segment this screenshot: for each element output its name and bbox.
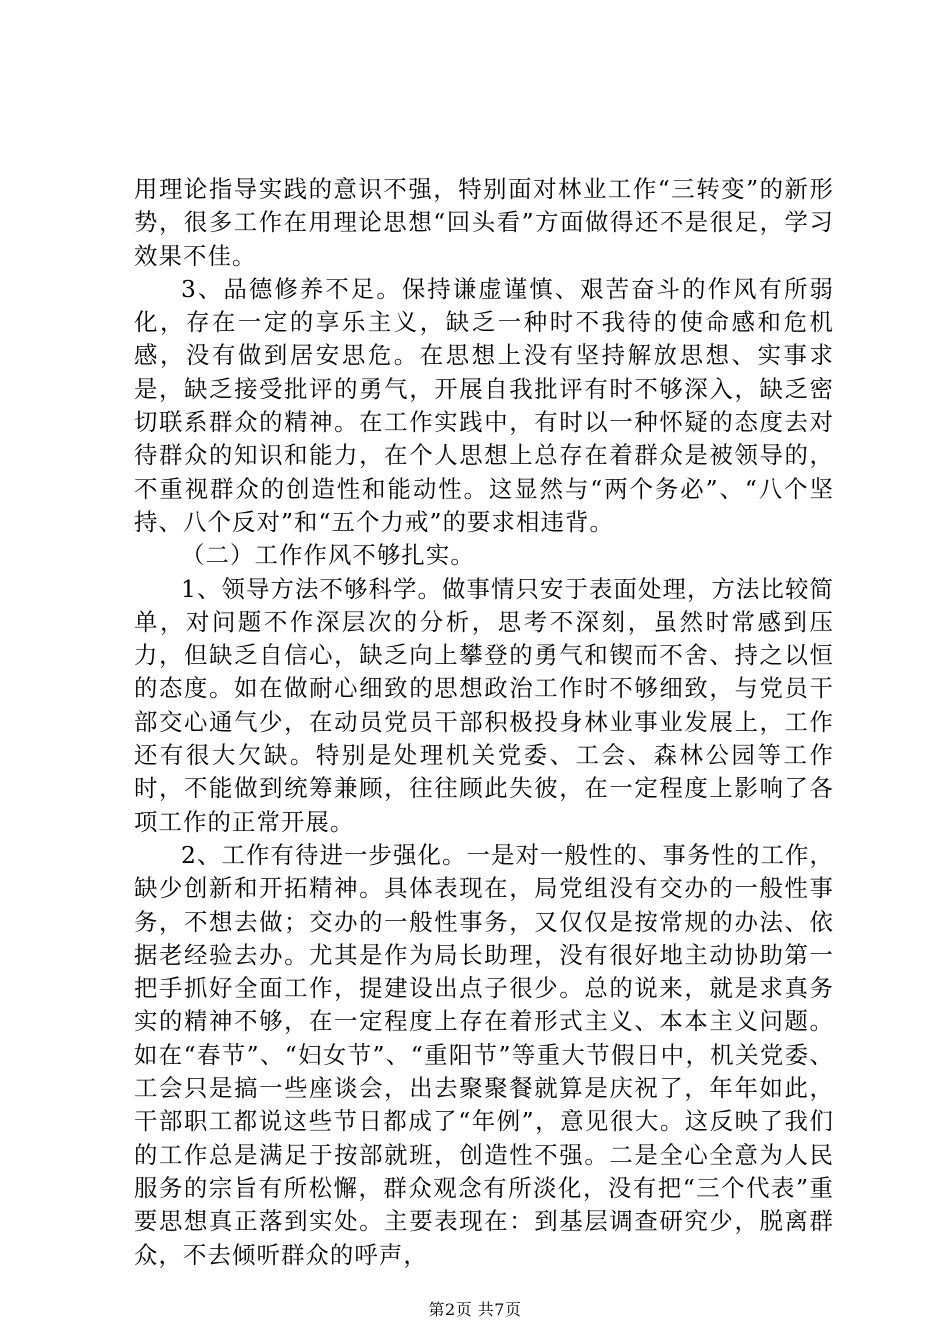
document-body	[134, 173, 834, 1272]
page-number-footer: 第2页 共7页	[428, 1300, 522, 1319]
paragraph-work-strengthening: 2、工作有待进一步强化。一是对一般性的、事务性的工作，缺少创新和开拓精神。具体表现在，局党组没有交办的一般性事务，不想去做；交办的一般性事务，又仅仅是按常规的办法、依据老经验去办。尤其是作为局长助理，没有很好地主动协助第一把手抓好全面工作，提建设出点子很少。总的说来，就是求真务实的精神不够，在一定程度上存在着形式主义、本本主义问题。如在“春节”、“妇女节”、“重阳节”等重大节假日中，机关党委、工会只是搞一些座谈会，出去聚聚餐就算是庆祝了，年年如此，干部职工都说这些节日都成了“年例”，意见很大。这反映了我们的工作总是满足于按部就班，创造性不强。二是全心全意为人民服务的宗旨有所松懈，群众观念有所淡化，没有把“三个代表”重要思想真正落到实处。主要表现在：到基层调查研究少，脱离群众，不去倾听群众的呼声，	[134, 840, 834, 1269]
paragraph-continuation: 用理论指导实践的意识不强，特别面对林业工作“三转变”的新形势，很多工作在用理论思想“回头看”方面做得还不是很足，学习效果不佳。	[134, 175, 834, 270]
paragraph-moral-cultivation: 3、品德修养不足。保持谦虚谨慎、艰苦奋斗的作风有所弱化，存在一定的享乐主义，缺乏一种时不我待的使命感和危机感，没有做到居安思危。在思想上没有坚持解放思想、实事求是，缺乏接受批评的勇气，开展自我批评有时不够深入，缺乏密切联系群众的精神。在工作实践中，有时以一种怀疑的态度去对待群众的知识和能力，在个人思想上总存在着群众是被领导的，不重视群众的创造性和能动性。这显然与“两个务必”、“八个坚持、八个反对”和“五个力戒”的要求相违背。	[134, 274, 834, 536]
section-heading-work-style: （二）工作作风不够扎实。	[181, 541, 475, 570]
paragraph-leadership-method: 1、领导方法不够科学。做事情只安于表面处理，方法比较简单，对问题不作深层次的分析，思考不深刻，虽然时常感到压力，但缺乏自信心，缺乏向上攀登的勇气和锲而不舍、持之以恒的态度。如在做耐心细致的思想政治工作时不够细致，与党员干部交心通气少，在动员党员干部积极投身林业事业发展上，工作还有很大欠缺。特别是处理机关党委、工会、森林公园等工作时，不能做到统筹兼顾，往往顾此失彼，在一定程度上影响了各项工作的正常开展。	[134, 574, 834, 836]
